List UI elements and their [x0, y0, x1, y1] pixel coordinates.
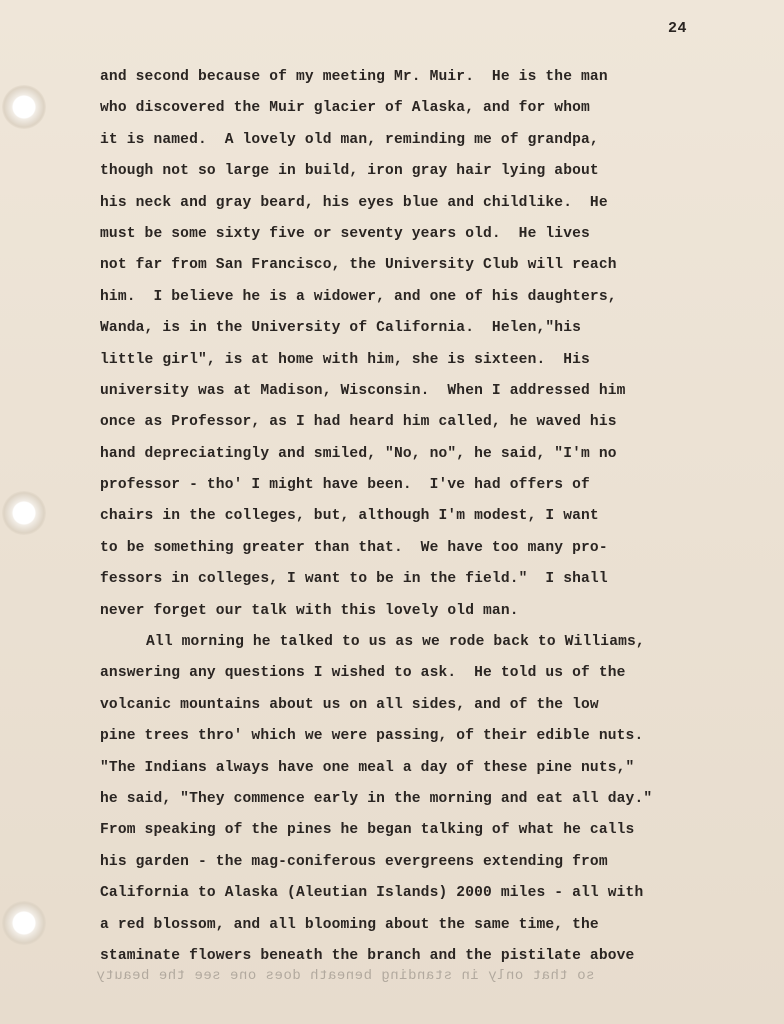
- punch-hole-middle: [2, 491, 46, 535]
- page-number: 24: [668, 20, 688, 37]
- paragraph-2: [100, 627, 720, 972]
- text-line: must be some sixty five or seventy years old. He lives: [100, 225, 590, 242]
- text-line: a red blossom, and all blooming about the same time, the: [100, 916, 599, 933]
- text-line: university was at Madison, Wisconsin. When I addressed him: [100, 382, 626, 399]
- text-line: never forget our talk with this lovely old man.: [100, 602, 519, 619]
- text-line: not far from San Francisco, the University Club will reach: [100, 257, 617, 274]
- text-line: All morning he talked to us as we rode back to Williams,: [146, 634, 645, 651]
- text-line: his neck and gray beard, his eyes blue and childlike. He: [100, 194, 608, 211]
- body-text: [100, 62, 720, 972]
- text-line: chairs in the colleges, but, although I'm modest, I want: [100, 508, 599, 525]
- text-line: who discovered the Muir glacier of Alaska, and for whom: [100, 100, 590, 117]
- punch-hole-bottom: [2, 901, 46, 945]
- paragraph-1: [100, 62, 720, 627]
- text-line: him. I believe he is a widower, and one of his daughters,: [100, 288, 617, 305]
- text-line: California to Alaska (Aleutian Islands) 2000 miles - all with: [100, 885, 644, 902]
- text-line: pine trees thro' which we were passing, of their edible nuts.: [100, 728, 644, 745]
- text-line: professor - tho' I might have been. I've had offers of: [100, 477, 590, 494]
- text-line: little girl", is at home with him, she is sixteen. His: [100, 351, 590, 368]
- text-line: answering any questions I wished to ask. He told us of the: [100, 665, 626, 682]
- text-line: volcanic mountains about us on all sides, and of the low: [100, 696, 599, 713]
- bleed-through-text: so that only in standing beneath does one see the beauty: [96, 968, 595, 984]
- text-line: staminate flowers beneath the branch and the pistilate above: [100, 947, 635, 964]
- punch-hole-top: [2, 85, 46, 129]
- text-line: "The Indians always have one meal a day of these pine nuts,": [100, 759, 635, 776]
- text-line: to be something greater than that. We have too many pro-: [100, 539, 608, 556]
- text-line: once as Professor, as I had heard him called, he waved his: [100, 414, 617, 431]
- text-line: hand depreciatingly and smiled, "No, no", he said, "I'm no: [100, 445, 617, 462]
- text-line: he said, "They commence early in the morning and eat all day.": [100, 790, 653, 807]
- text-line: his garden - the mag-coniferous evergreens extending from: [100, 853, 608, 870]
- text-line: it is named. A lovely old man, reminding me of grandpa,: [100, 131, 599, 148]
- text-line: though not so large in build, iron gray hair lying about: [100, 163, 599, 180]
- text-line: Wanda, is in the University of California. Helen,"his: [100, 320, 582, 337]
- text-line: and second because of my meeting Mr. Muir. He is the man: [100, 69, 608, 85]
- text-line: fessors in colleges, I want to be in the field." I shall: [100, 571, 608, 588]
- text-line: From speaking of the pines he began talking of what he calls: [100, 822, 635, 839]
